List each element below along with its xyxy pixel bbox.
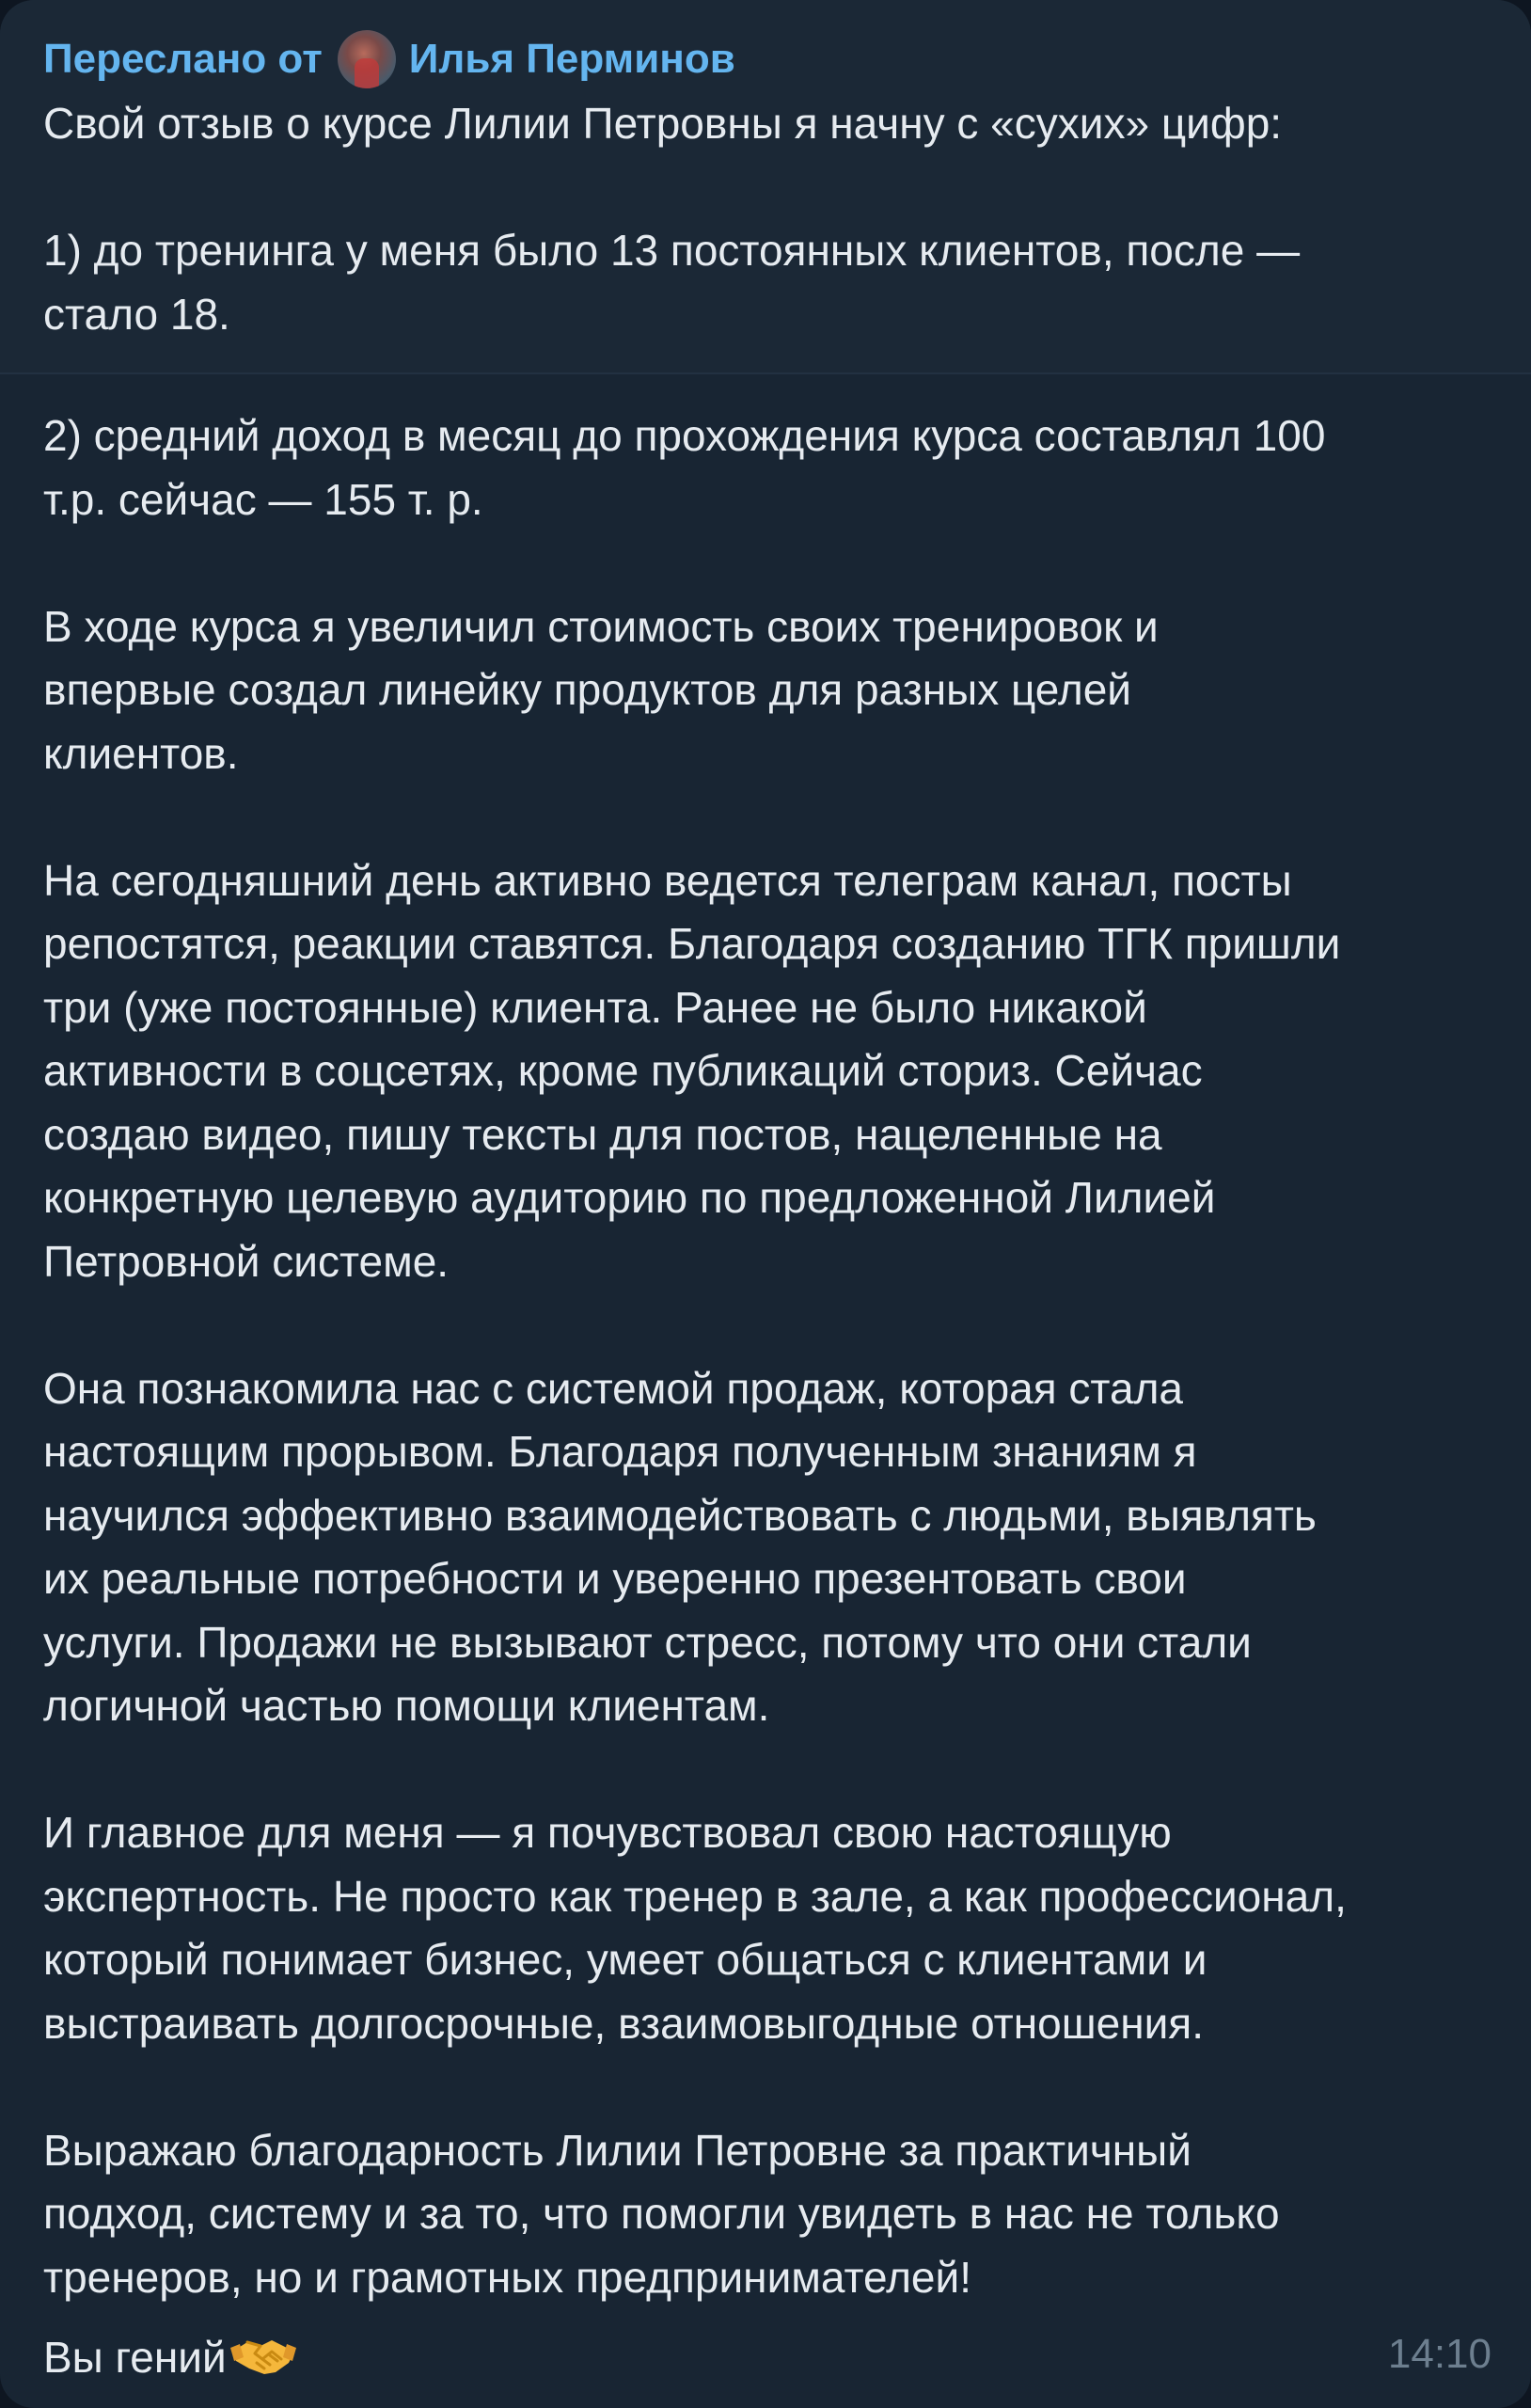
message-last-line [43,2326,298,2398]
message-line: репостятся, реакции ставятся. Благодаря созданию ТГК пришли [43,919,1341,968]
message-line: Выражаю благодарность Лилии Петровне за практичный [43,2125,1192,2175]
message-line: три (уже постоянные) клиента. Ранее не было никакой [43,982,1147,1032]
forward-header[interactable] [43,28,735,90]
message-line: конкретную целевую аудиторию по предложенной Лилией [43,1173,1216,1222]
message-line: логичной частью помощи клиентам. [43,1681,770,1730]
message-line: 1) до тренинга у меня было 13 постоянных клиентов, после — [43,226,1301,275]
paragraph-gap [43,531,1347,595]
message-line: выстраивать долгосрочные, взаимовыгодные отношения. [43,1998,1204,2048]
message-line: На сегодняшний день активно ведется телеграм канал, посты [43,855,1292,905]
message-line: создаю видео, пишу тексты для постов, нацеленные на [43,1109,1162,1159]
author-name[interactable]: Илья Перминов [408,36,735,82]
message-line: Она познакомила нас с системой продаж, которая стала [43,1363,1183,1413]
message-line: И главное для меня — я почувствовал свою настоящую [43,1808,1172,1857]
message-line: В ходе курса я увеличил стоимость своих тренировок и [43,601,1159,651]
message-line: Свой отзыв о курсе Лилии Петровны я начну с «сухих» цифр: [43,99,1283,148]
message-line: впервые создал линейку продуктов для разных целей [43,665,1131,714]
message-line: экспертность. Не просто как тренер в зале, а как профессионал, [43,1871,1347,1921]
message-line: стало 18. [43,289,230,339]
handshake-emoji-icon [229,2331,298,2398]
author-avatar[interactable] [338,30,396,88]
divider [0,372,1531,374]
message-line: подход, систему и за то, что помогли увидеть в нас не только [43,2189,1280,2238]
message-line: их реальные потребности и уверенно презентовать свои [43,1554,1187,1603]
message-line: клиентов. [43,728,239,778]
message-line: Петровной системе. [43,1236,450,1286]
message-line: который понимает бизнес, умеет общаться с клиентами и [43,1935,1207,1984]
paragraph-gap [43,156,1300,220]
message-line: услуги. Продажи не вызывают стресс, потому что они стали [43,1617,1252,1667]
last-line-text: Вы гений [43,2333,227,2382]
message-line: тренеров, но и грамотных предпринимателей! [43,2252,971,2302]
paragraph-gap [43,2055,1347,2119]
message-line: научился эффективно взаимодействовать с людьми, выявлять [43,1490,1317,1540]
message-line: активности в соцсетях, кроме публикаций сториз. Сейчас [43,1046,1203,1095]
message-line: 2) средний доход в месяц до прохождения курса составлял 100 [43,411,1326,460]
message-text-body [43,404,1347,2309]
message-line: т.р. сейчас — 155 т. р. [43,474,483,524]
message-timestamp: 14:10 [1387,2331,1492,2377]
paragraph-gap [43,785,1347,849]
message-line: настоящим прорывом. Благодаря полученным знаниям я [43,1427,1197,1476]
message-text-top [43,92,1300,346]
forwarded-label: Переслано от [43,36,323,82]
paragraph-gap [43,1293,1347,1357]
paragraph-gap [43,1738,1347,1802]
